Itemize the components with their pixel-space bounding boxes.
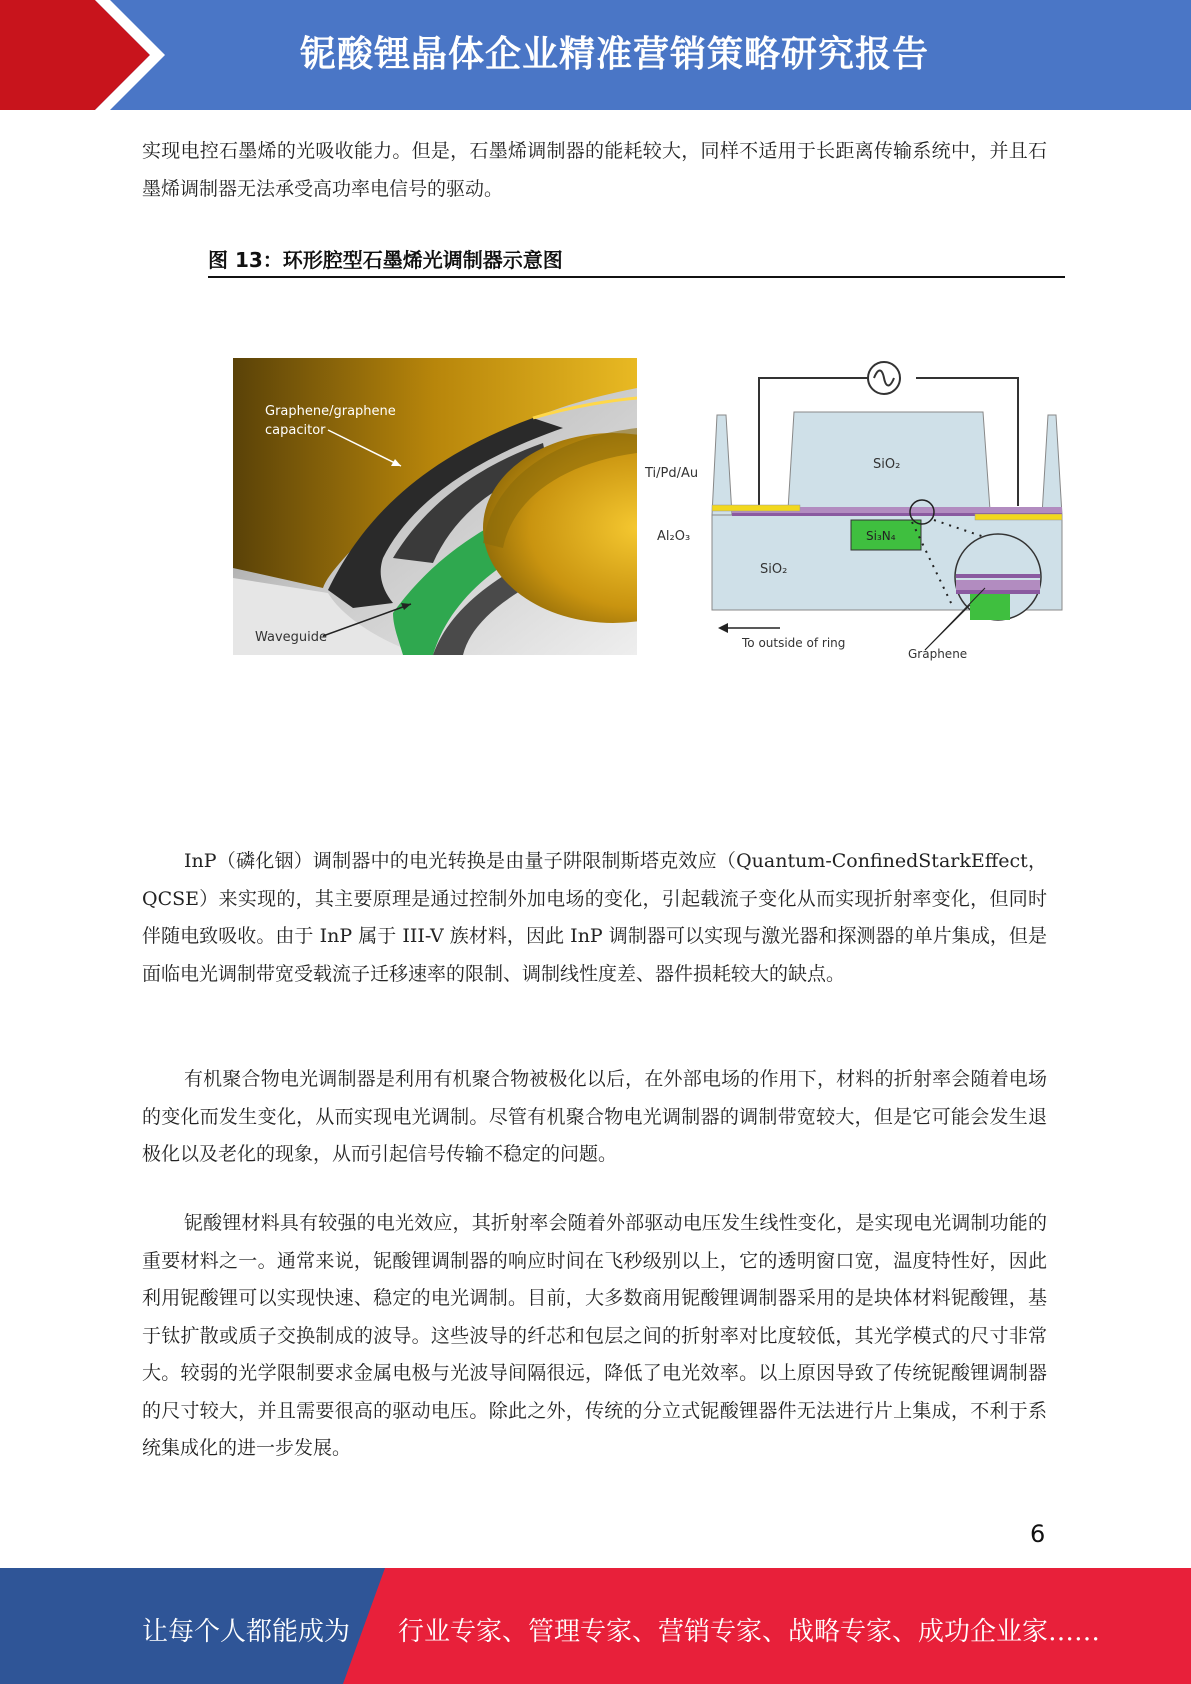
figure-ring-illustration [233, 358, 637, 659]
label-capacitor-2: capacitor [265, 423, 326, 438]
page-header [0, 0, 1191, 110]
paragraph-polymer: 有机聚合物电光调制器是利用有机聚合物被极化以后，在外部电场的作用下，材料的折射率会随着电场的变化而发生变化，从而实现电光调制。尽管有机聚合物电光调制器的调制带宽较大，但是它可能会发生退极化以及老化的现象，从而引起信号传输不稳定的问题。 [142, 1068, 1047, 1165]
label-waveguide: Waveguide [255, 630, 328, 645]
footer-slogan-right: 行业专家、管理专家、营销专家、战略专家、成功企业家…… [398, 1617, 1101, 1647]
figure-cross-section [640, 360, 1070, 674]
label-sio2-bottom: SiO₂ [760, 562, 788, 577]
paragraph-graphene-end: 实现电控石墨烯的光吸收能力。但是，石墨烯调制器的能耗较大，同样不适用于长距离传输系统中，并且石墨烯调制器无法承受高功率电信号的驱动。 [142, 140, 1047, 200]
paragraph-lithium-niobate: 铌酸锂材料具有较强的电光效应，其折射率会随着外部驱动电压发生线性变化，是实现电光调制功能的重要材料之一。通常来说，铌酸锂调制器的响应时间在飞秒级别以上，它的透明窗口宽，温度特性好，因此利用铌酸锂可以实现快速、稳定的电光调制。目前，大多数商用铌酸锂调制器采用的是块体材料铌酸锂，基于钛扩散或质子交换制成的波导。这些波导的纤芯和包层之间的折射率对比度较低，其光学模式的尺寸非常大。较弱的光学限制要求金属电极与光波导间隔很远，降低了电光效率。以上原因导致了传统铌酸锂调制器的尺寸较大，并且需要很高的驱动电压。除此之外，传统的分立式铌酸锂器件无法进行片上集成，不利于系统集成化的进一步发展。 [142, 1212, 1047, 1459]
page-footer [0, 1568, 1191, 1684]
report-title: 铌酸锂晶体企业精准营销策略研究报告 [300, 34, 930, 75]
figure-title: 图 13：环形腔型石墨烯光调制器示意图 [208, 246, 1065, 278]
label-graphene: Graphene [908, 647, 968, 661]
label-outside-ring: To outside of ring [742, 636, 846, 650]
label-capacitor-1: Graphene/graphene [265, 404, 396, 419]
label-sio2-top: SiO₂ [873, 457, 901, 472]
label-si3n4: Si₃N₄ [866, 529, 896, 543]
footer-slogan-left: 让每个人都能成为 [142, 1617, 351, 1647]
label-al2o3: Al₂O₃ [657, 529, 691, 544]
label-tipdau: Ti/Pd/Au [645, 466, 699, 481]
ac-source-icon [868, 362, 900, 394]
page-number: 6 [1030, 1520, 1046, 1548]
paragraph-inp: InP（磷化铟）调制器中的电光转换是由量子阱限制斯塔克效应（Quantum-ConfinedStarkEffect，QCSE）来实现的，其主要原理是通过控制外加电场的变化，引起载流子变化从而实现折射率变化，但同时伴随电致吸收。由于 InP 属于 III-V 族材料，因此 InP 调制器可以实现与激光器和探测器的单片集成，但是面临电光调制带宽受载流子迁移速率的限制、调制线性度差、器件损耗较大的缺点。 [142, 850, 1047, 985]
